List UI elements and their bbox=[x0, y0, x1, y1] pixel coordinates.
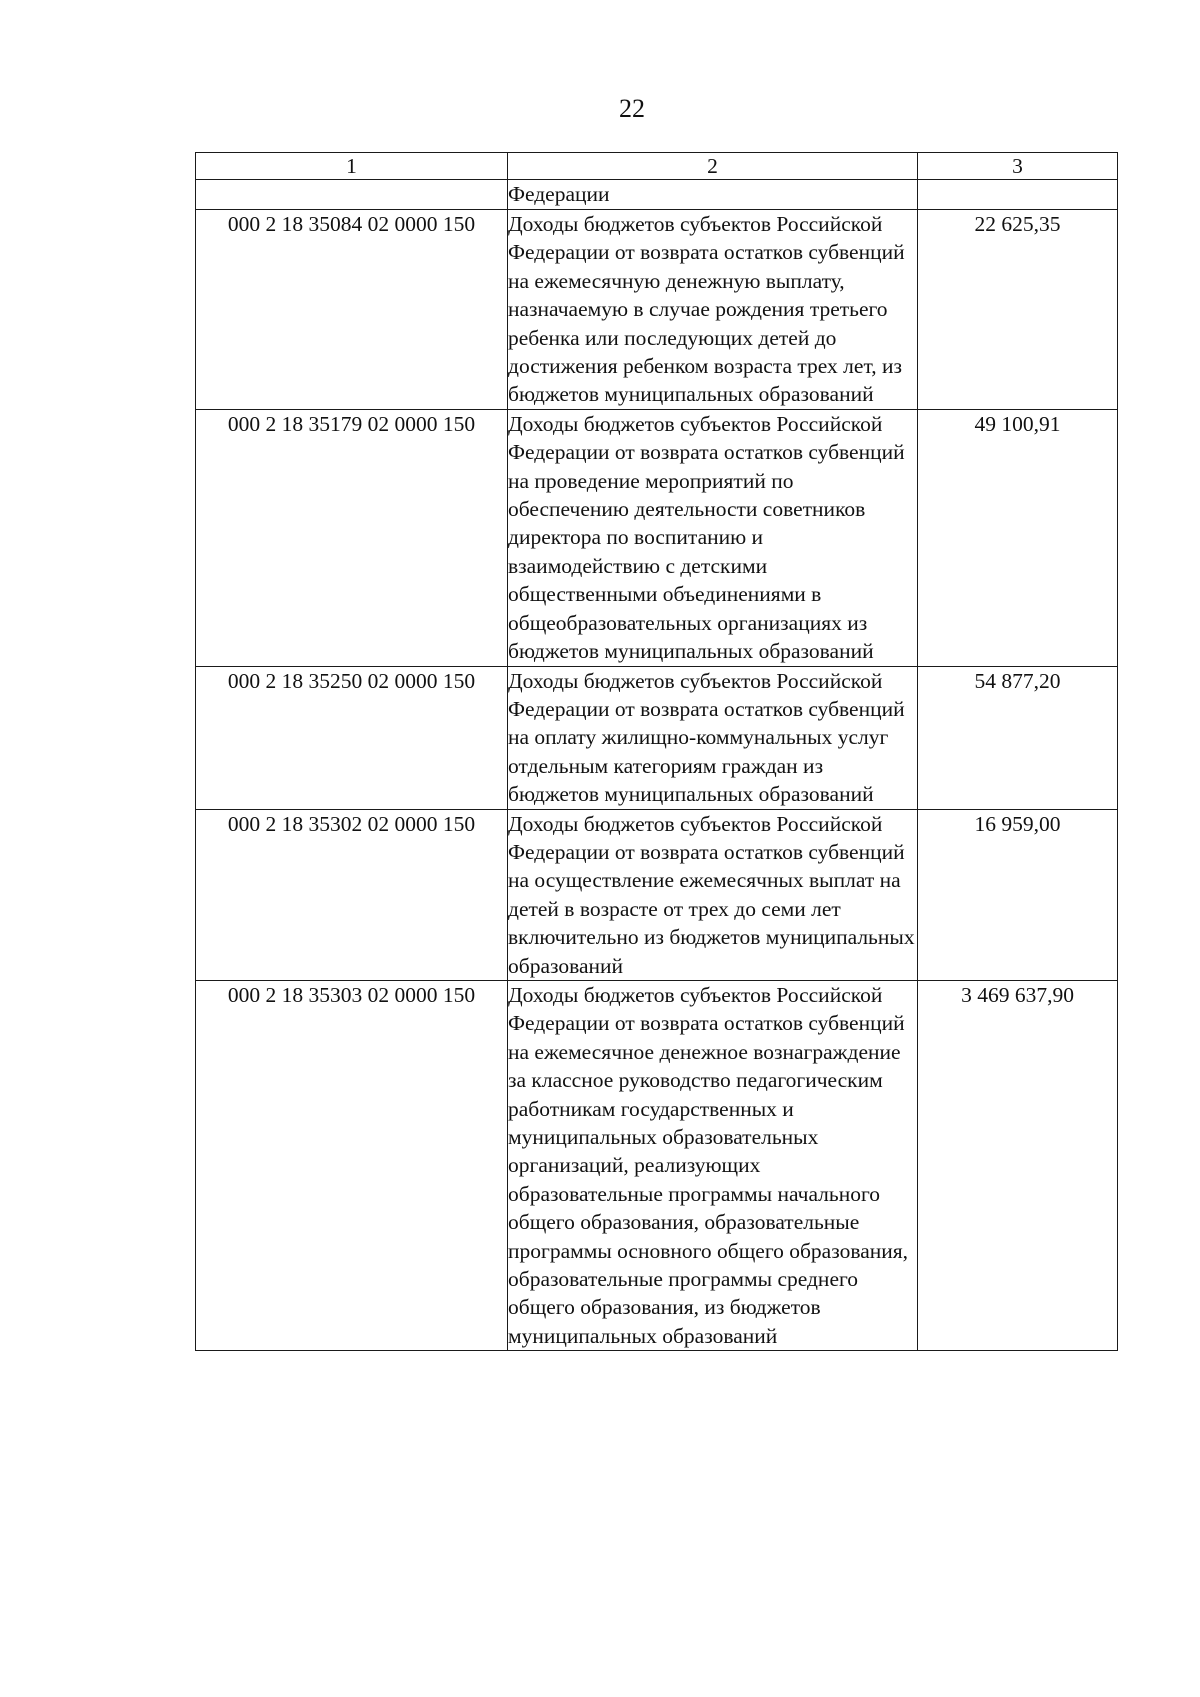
amount-cell: 16 959,00 bbox=[918, 809, 1118, 980]
table-row bbox=[196, 409, 1118, 666]
amount-cell: 49 100,91 bbox=[918, 409, 1118, 666]
description-cell: Доходы бюджетов субъектов Российской Федерации от возврата остатков субвенций на ежемесячное денежное вознаграждение за классное руководство педагогическим работникам государственных и муниципальных образовательных организаций, реализующих образовательные программы начального общего образования, образовательные программы основного общего образования, образовательные программы среднего общего образования, из бюджетов муниципальных образований bbox=[508, 980, 918, 1350]
continuation-code-cell bbox=[196, 180, 508, 210]
table-row bbox=[196, 210, 1118, 410]
continuation-amount-cell bbox=[918, 180, 1118, 210]
column-header-3: 3 bbox=[918, 153, 1118, 180]
continuation-text-cell: Федерации bbox=[508, 180, 918, 210]
table-row bbox=[196, 666, 1118, 809]
budget-code-cell: 000 2 18 35179 02 0000 150 bbox=[196, 409, 508, 666]
revenue-table bbox=[195, 152, 1118, 1351]
amount-cell: 22 625,35 bbox=[918, 210, 1118, 410]
continuation-row bbox=[196, 180, 1118, 210]
budget-code-cell: 000 2 18 35084 02 0000 150 bbox=[196, 210, 508, 410]
budget-code-cell: 000 2 18 35303 02 0000 150 bbox=[196, 980, 508, 1350]
column-header-2: 2 bbox=[508, 153, 918, 180]
table-row bbox=[196, 809, 1118, 980]
budget-code-cell: 000 2 18 35250 02 0000 150 bbox=[196, 666, 508, 809]
description-cell: Доходы бюджетов субъектов Российской Федерации от возврата остатков субвенций на оплату жилищно-коммунальных услуг отдельным категориям граждан из бюджетов муниципальных образований bbox=[508, 666, 918, 809]
description-cell: Доходы бюджетов субъектов Российской Федерации от возврата остатков субвенций на осуществление ежемесячных выплат на детей в возрасте от трех до семи лет включительно из бюджетов муниципальных образований bbox=[508, 809, 918, 980]
page-number: 22 bbox=[619, 94, 645, 123]
table-row bbox=[196, 980, 1118, 1350]
amount-cell: 3 469 637,90 bbox=[918, 980, 1118, 1350]
budget-code-cell: 000 2 18 35302 02 0000 150 bbox=[196, 809, 508, 980]
description-cell: Доходы бюджетов субъектов Российской Федерации от возврата остатков субвенций на проведение мероприятий по обеспечению деятельности советников директора по воспитанию и взаимодействию с детскими общественными объединениями в общеобразовательных организациях из бюджетов муниципальных образований bbox=[508, 409, 918, 666]
column-header-1: 1 bbox=[196, 153, 508, 180]
table-header-row bbox=[196, 153, 1118, 180]
amount-cell: 54 877,20 bbox=[918, 666, 1118, 809]
description-cell: Доходы бюджетов субъектов Российской Федерации от возврата остатков субвенций на ежемесячную денежную выплату, назначаемую в случае рождения третьего ребенка или последующих детей до достижения ребенком возраста трех лет, из бюджетов муниципальных образований bbox=[508, 210, 918, 410]
